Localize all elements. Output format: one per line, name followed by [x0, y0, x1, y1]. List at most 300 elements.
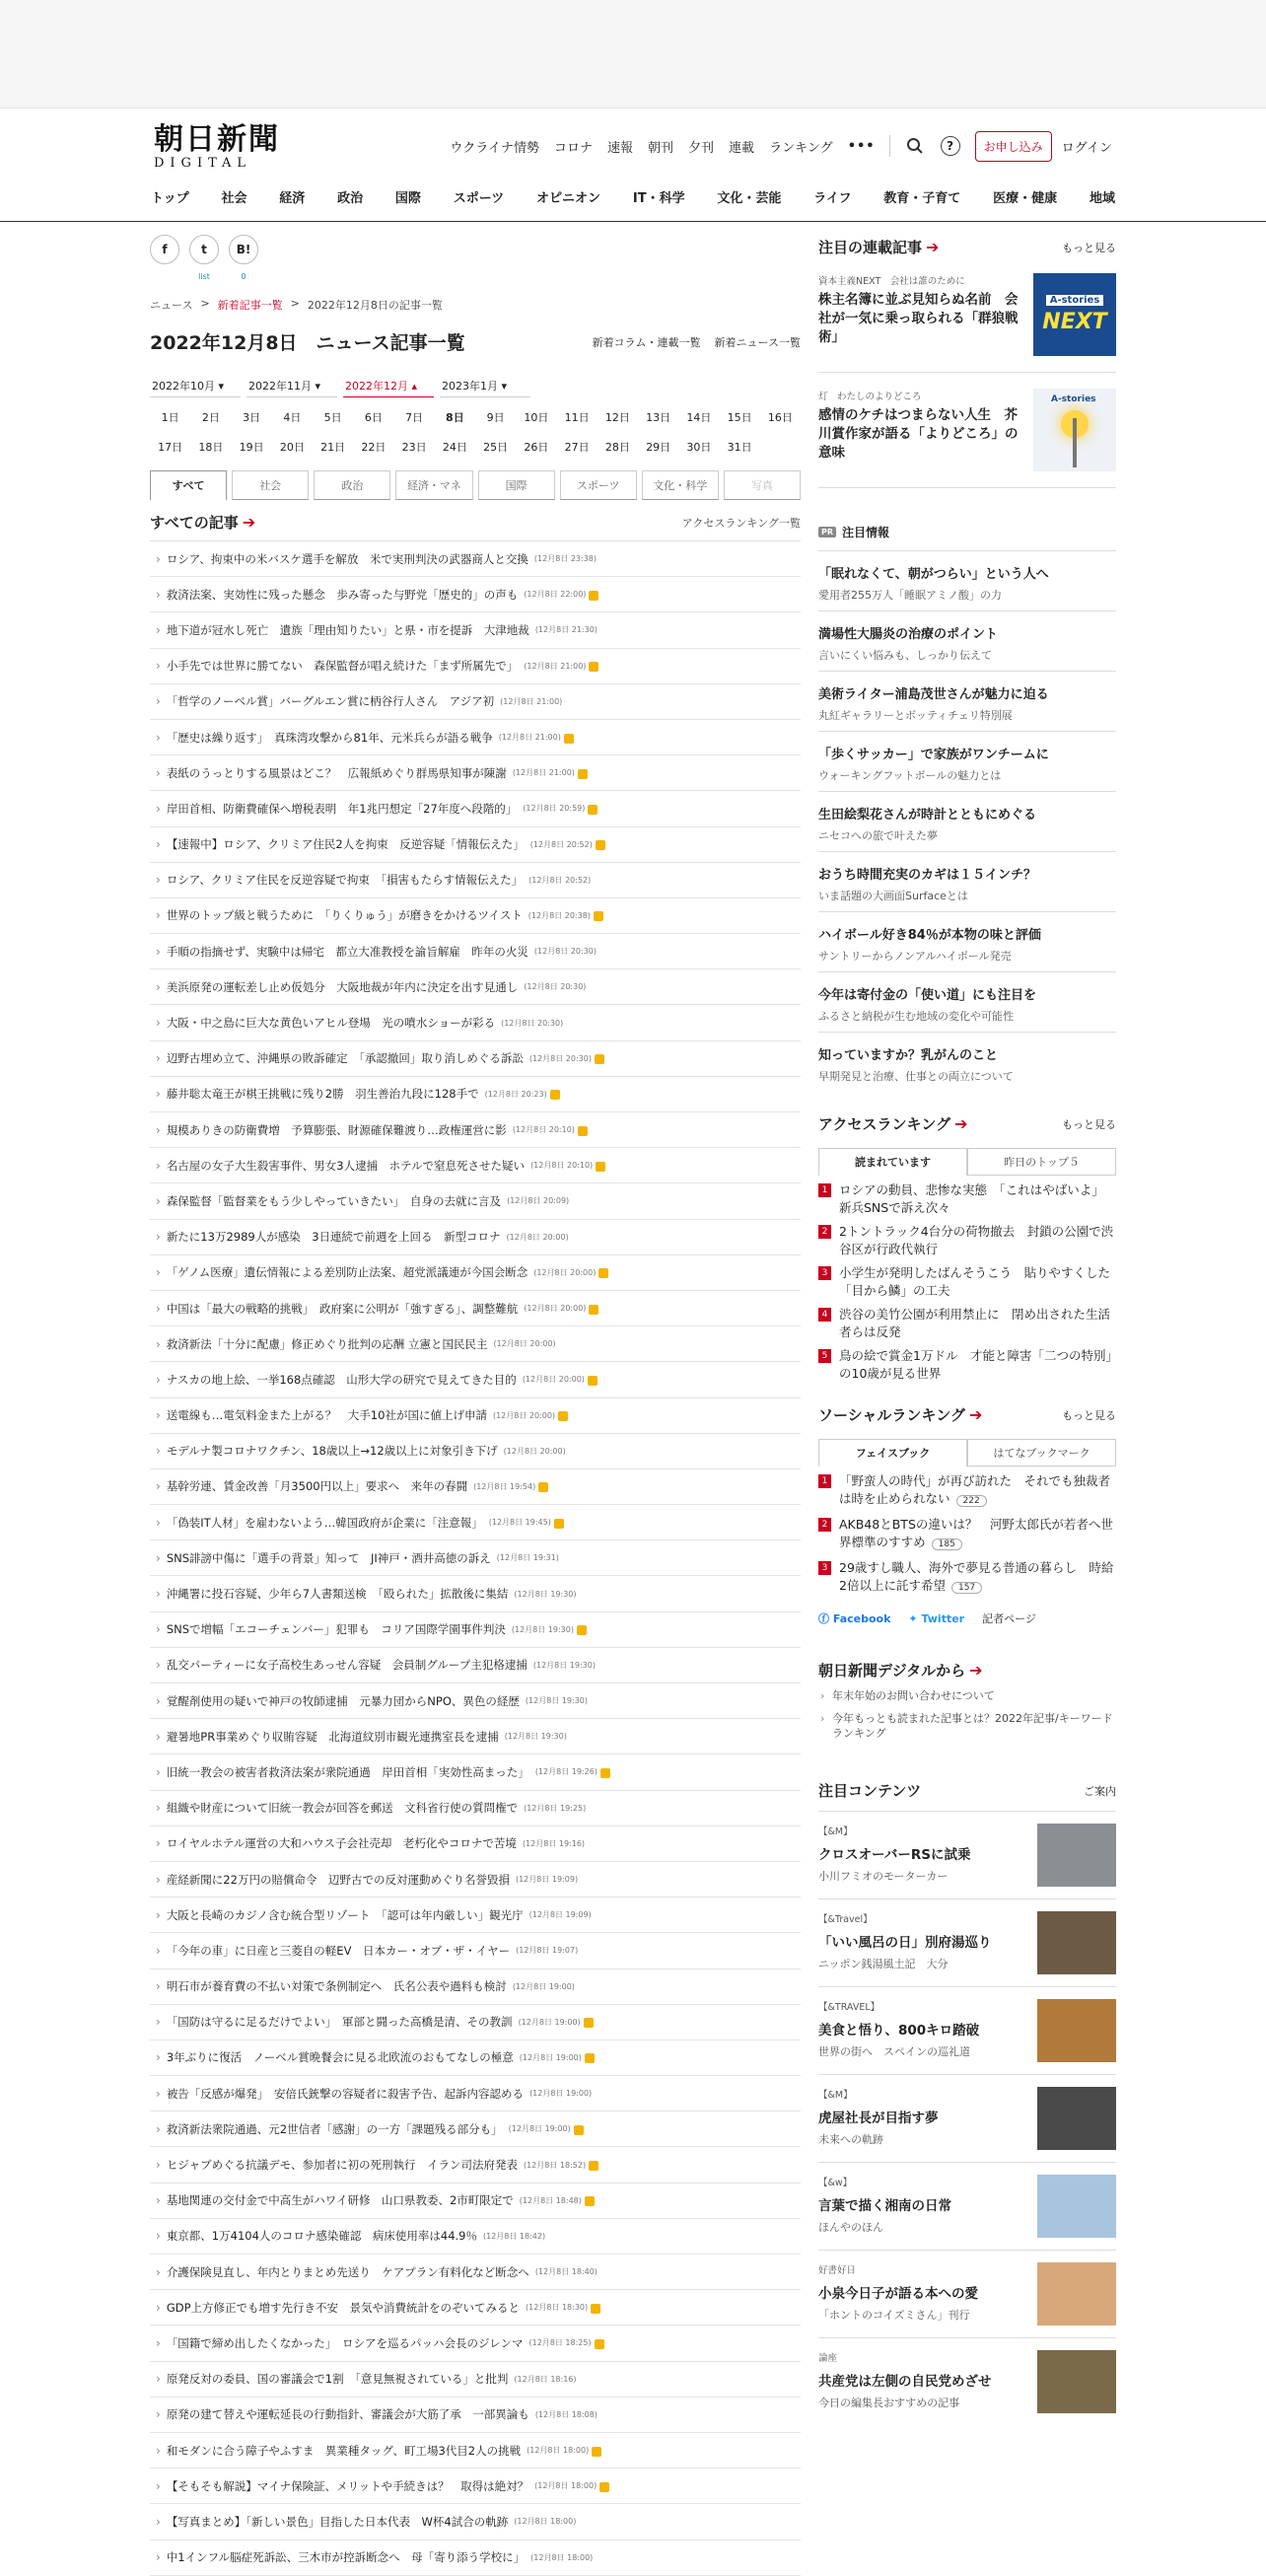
- article-title[interactable]: 中国は「最大の戦略的挑戦」 政府案に公明が「強すぎる」、調整難航: [166, 1301, 519, 1316]
- serial-item[interactable]: [818, 257, 1116, 373]
- month-label: 2022年12月: [345, 380, 408, 393]
- share-list-link[interactable]: list: [198, 272, 210, 281]
- article-title[interactable]: 被告「反感が爆発」 安倍氏銃撃の容疑者に殺害予告、起訴内容認める: [166, 2086, 525, 2101]
- article-row[interactable]: [150, 577, 801, 612]
- pr-item[interactable]: [818, 791, 1116, 851]
- article-title[interactable]: 「ゲノム医療」遺伝情報による差別防止法案、超党派議連が今国会断念: [166, 1265, 528, 1280]
- facebook-share-icon[interactable]: f: [150, 235, 179, 264]
- chevron-right-icon: ›: [156, 1479, 161, 1494]
- article-row[interactable]: [150, 2290, 801, 2326]
- digital-section: [818, 1660, 1116, 1741]
- article-row[interactable]: [150, 720, 801, 755]
- article-title[interactable]: 乱交パーティーに女子高校生あっせん容疑 会員制グループ主犯格逮捕: [166, 1658, 528, 1673]
- content-item[interactable]: [818, 1811, 1116, 1898]
- article-title[interactable]: 美浜原発の運転差し止め仮処分 大阪地裁が年内に決定を出す見通し: [166, 979, 519, 994]
- nav-politics[interactable]: 政治: [337, 191, 364, 206]
- more-menu-icon[interactable]: •••: [847, 138, 876, 154]
- article-title[interactable]: ロシア、クリミア住民を反逆容疑で拘束 「損害もたらす情報伝えた」: [166, 873, 524, 888]
- chevron-right-icon: ›: [156, 1836, 161, 1851]
- article-row[interactable]: [150, 2005, 801, 2040]
- day-link[interactable]: 26日: [524, 441, 549, 454]
- day-link[interactable]: 3日: [243, 411, 261, 424]
- day-link[interactable]: 20日: [279, 441, 305, 454]
- day-link[interactable]: 6日: [364, 411, 383, 424]
- month-2023-01[interactable]: 2023年1月 ▾: [440, 375, 530, 397]
- serial-headline: 感情のケチはつまらない人生 芥川賞作家が語る「よりどころ」の意味: [818, 407, 1019, 461]
- article-title[interactable]: 原発の建て替えや運転延長の行動指針、審議会が大筋了承 一部異論も: [166, 2407, 529, 2422]
- help-icon[interactable]: ?: [940, 135, 961, 157]
- article-title[interactable]: 救済法案、実効性に残った懸念 歩み寄った与野党「歴史的」の声も: [166, 587, 519, 602]
- day-link[interactable]: 30日: [686, 441, 712, 454]
- month-label: 2023年1月: [442, 380, 498, 393]
- nav-education[interactable]: 教育・子育て: [883, 191, 961, 206]
- day-link[interactable]: 12日: [604, 411, 630, 424]
- nav-life[interactable]: ライフ: [813, 191, 852, 206]
- article-title[interactable]: 旧統一教会の被害者救済法案が衆院通過 岸田首相「実効性高まった」: [166, 1764, 529, 1779]
- tab-category[interactable]: 文化・科学: [642, 470, 719, 500]
- article-title[interactable]: 新たに13万2989人が感染 3日連続で前週を上回る 新型コロナ: [166, 1230, 501, 1245]
- tab-category[interactable]: 国際: [478, 470, 555, 500]
- article-row[interactable]: [150, 1362, 801, 1397]
- article-row[interactable]: [150, 898, 801, 934]
- ranking-item[interactable]: [818, 1258, 1116, 1300]
- article-row[interactable]: [150, 755, 801, 791]
- content-text: [818, 2350, 1027, 2413]
- day-link[interactable]: 15日: [727, 411, 752, 424]
- article-title[interactable]: ヒジャブめぐる抗議デモ、参加者に初の死刑執行 イラン司法府発表: [166, 2158, 518, 2173]
- article-title[interactable]: 世界のトップ級と戦うために 「りくりゅう」が磨きをかけるツイスト: [166, 908, 523, 923]
- article-title[interactable]: 名古屋の女子大生殺害事件、男女3人逮捕 ホテルで窒息死させた疑い: [166, 1158, 526, 1173]
- chevron-right-icon: ›: [156, 551, 161, 566]
- day-link[interactable]: 4日: [283, 411, 302, 424]
- pr-item[interactable]: [818, 731, 1116, 791]
- article-title[interactable]: GDP上方修正でも増す先行き不安 景気や消費統計をのぞいてみると: [166, 2300, 521, 2315]
- search-icon[interactable]: [904, 135, 926, 157]
- tab-facebook[interactable]: フェイスブック: [818, 1439, 967, 1467]
- nav-economy[interactable]: 経済: [279, 191, 306, 206]
- article-row[interactable]: [150, 1754, 801, 1790]
- article-time: (12月8日 20:00): [506, 1232, 569, 1242]
- article-time: (12月8日 19:30): [532, 1660, 596, 1670]
- content-headline: 美食と悟り、800キロ踏破: [818, 2023, 980, 2039]
- twitter-link[interactable]: ✦ Twitter: [908, 1611, 965, 1625]
- day-link[interactable]: 22日: [361, 441, 387, 454]
- nav-health[interactable]: 医療・健康: [993, 191, 1058, 206]
- util-evening[interactable]: 夕刊: [688, 140, 715, 156]
- article-title[interactable]: 「今年の車」に日産と三菱自の軽EV 日本カー・オブ・ザ・イヤー: [166, 1943, 511, 1958]
- day-link[interactable]: 2日: [201, 411, 220, 424]
- article-title[interactable]: 「歴史は繰り返す」 真珠湾攻撃から81年、元米兵らが語る戦争: [166, 730, 493, 745]
- article-row[interactable]: [150, 934, 801, 969]
- util-morning[interactable]: 朝刊: [648, 140, 674, 156]
- tab-category[interactable]: 政治: [314, 470, 390, 500]
- social-more-link[interactable]: もっと見る: [1062, 1408, 1116, 1422]
- util-divider: [889, 135, 890, 157]
- day-link[interactable]: 8日: [446, 411, 464, 424]
- article-title[interactable]: 小手先では世界に勝てない 森保監督が唱え続けた「まず所属先で」: [166, 659, 519, 674]
- digital-link[interactable]: › 今年もっとも読まれた記事とは？2022年記事/キーワードランキング: [818, 1711, 1116, 1741]
- article-row[interactable]: [150, 2076, 801, 2111]
- subscribe-button[interactable]: お申し込み: [975, 131, 1052, 162]
- tab-hatena[interactable]: はてなブックマーク: [967, 1439, 1116, 1467]
- article-row[interactable]: [150, 1326, 801, 1362]
- util-ukraine[interactable]: ウクライナ情勢: [450, 140, 539, 156]
- article-row[interactable]: [150, 649, 801, 684]
- serial-title: 注目の連載記事: [818, 239, 923, 256]
- article-title[interactable]: 避暑地PR事業めぐり収賄容疑 北海道紋別市観光連携室長を逮捕: [166, 1729, 499, 1744]
- article-title[interactable]: SNS誹謗中傷に「選手の背景」知って JI神戸・酒井高徳の訴え: [166, 1550, 491, 1565]
- social-list: [818, 1467, 1116, 1597]
- article-row[interactable]: [150, 1220, 801, 1255]
- nav-sports[interactable]: スポーツ: [453, 191, 505, 206]
- article-title[interactable]: 組織や財産について旧統一教会が回答を郵送 文科省行使の質問権で: [166, 1801, 519, 1816]
- tab-category[interactable]: すべて: [150, 470, 227, 500]
- nav-society[interactable]: 社会: [221, 191, 247, 206]
- day-link[interactable]: 24日: [442, 441, 467, 454]
- article-title[interactable]: 東京都、1万4104人のコロナ感染確認 病床使用率は44.9％: [166, 2229, 477, 2244]
- article-row[interactable]: [150, 1826, 801, 1862]
- day-link[interactable]: 13日: [646, 411, 671, 424]
- article-title[interactable]: 【そもそも解説】マイナ保険証、メリットや手続きは？ 取得は絶対？: [166, 2478, 529, 2493]
- article-row[interactable]: [150, 1862, 801, 1897]
- chevron-right-icon: ›: [156, 2550, 161, 2565]
- page-title-row: [150, 328, 801, 355]
- article-title[interactable]: 【写真まとめ】「新しい景色」目指した日本代表 W杯4試合の軌跡: [166, 2514, 509, 2529]
- article-title[interactable]: 覚醒剤使用の疑いで神戸の牧師逮捕 元暴力団からNPO、異色の経歴: [166, 1693, 520, 1708]
- tab-category[interactable]: 経済・マネ: [395, 470, 472, 500]
- article-time: (12月8日 19:30): [511, 1624, 574, 1634]
- paid-lock-icon: [595, 1054, 604, 1064]
- article-row[interactable]: [150, 2147, 801, 2182]
- article-row[interactable]: [150, 612, 801, 648]
- article-row[interactable]: [150, 1719, 801, 1754]
- social-item[interactable]: [818, 1553, 1116, 1597]
- day-link[interactable]: 25日: [483, 441, 509, 454]
- article-row[interactable]: [150, 1648, 801, 1683]
- chevron-right-icon: ›: [156, 2229, 161, 2244]
- article-row[interactable]: [150, 2183, 801, 2219]
- article-row[interactable]: [150, 1612, 801, 1648]
- article-row[interactable]: [150, 2254, 801, 2290]
- article-row[interactable]: [150, 2469, 801, 2504]
- article-time: (12月8日 21:00): [500, 696, 563, 706]
- day-link[interactable]: 11日: [564, 411, 590, 424]
- content-sub: 「ホントのコイズミさん」刊行: [818, 2309, 970, 2322]
- paid-lock-icon: [538, 1482, 548, 1492]
- ranking-title: 渋谷の美竹公園が利用禁止に 閉め出された生活者らは反発: [839, 1307, 1111, 1339]
- pr-badge: PR: [818, 527, 836, 537]
- nav-culture[interactable]: 文化・芸能: [717, 191, 782, 206]
- new-columns-link[interactable]: 新着コラム・連載一覧: [592, 335, 701, 349]
- day-link[interactable]: 28日: [604, 441, 630, 454]
- article-title[interactable]: 「偽装IT人材」を雇わないよう…韓国政府が企業に「注意報」: [166, 1515, 483, 1530]
- article-title[interactable]: ロイヤルホテル運営の大和ハウス子会社売却 老朽化やコロナで苦境: [166, 1836, 517, 1851]
- article-row[interactable]: [150, 1469, 801, 1505]
- article-title[interactable]: SNSで増幅「エコーチェンバー」犯罪も コリア国際学園事件判決: [166, 1622, 506, 1637]
- day-link[interactable]: 14日: [686, 411, 712, 424]
- article-title[interactable]: 森保監督「監督業をもう少しやっていきたい」 自身の去就に言及: [166, 1193, 502, 1208]
- day-link[interactable]: 29日: [646, 441, 671, 454]
- share-count: 222: [956, 1495, 987, 1507]
- article-title[interactable]: 藤井聡太竜王が棋王挑戦に残り2勝 羽生善治九段に128手で: [166, 1087, 479, 1102]
- article-title[interactable]: 大阪と長崎のカジノ含む統合型リゾート 「認可は年内厳しい」観光庁: [166, 1907, 524, 1922]
- article-row[interactable]: [150, 2111, 801, 2147]
- day-link[interactable]: 9日: [486, 411, 505, 424]
- article-time: (12月8日 20:10): [512, 1125, 575, 1135]
- article-row[interactable]: [150, 1112, 801, 1148]
- article-title[interactable]: 介護保険見直し、年内とりまとめ先送り ケアプラン有料化など断念へ: [166, 2264, 529, 2279]
- ranking-more-link[interactable]: もっと見る: [1062, 1117, 1116, 1131]
- paid-lock-icon: [591, 2304, 600, 2314]
- month-2022-10[interactable]: 2022年10月 ▾: [150, 375, 241, 397]
- article-row[interactable]: [150, 2504, 801, 2540]
- day-link[interactable]: 18日: [198, 441, 224, 454]
- nav-region[interactable]: 地域: [1089, 191, 1115, 206]
- article-row[interactable]: [150, 827, 801, 863]
- article-row[interactable]: [150, 2362, 801, 2397]
- article-title[interactable]: 規模ありきの防衛費増 予算膨張、財源確保難渡り…政権運営に影: [166, 1122, 507, 1137]
- article-row[interactable]: [150, 2433, 801, 2469]
- article-title[interactable]: 手順の指摘せず、実験中は帰宅 都立大准教授を諭旨解雇 昨年の火災: [166, 944, 528, 959]
- day-link[interactable]: 27日: [564, 441, 590, 454]
- pr-item[interactable]: [818, 610, 1116, 671]
- article-row[interactable]: [150, 1077, 801, 1112]
- social-item[interactable]: [818, 1510, 1116, 1553]
- rank-number: 1: [818, 1183, 831, 1197]
- article-title[interactable]: 和モダンに合う障子やふすま 異業種タッグ、町工場3代目2人の挑戦: [166, 2443, 522, 2458]
- day-link[interactable]: 17日: [158, 441, 183, 454]
- tab-category[interactable]: 社会: [232, 470, 309, 500]
- content-sub: 今日の編集長おすすめの記事: [818, 2397, 960, 2409]
- breadcrumb-new-articles[interactable]: 新着記事一覧: [217, 299, 283, 312]
- paid-lock-icon: [554, 1519, 564, 1529]
- content-item[interactable]: [818, 1898, 1116, 1986]
- arrow-right-icon: ➔: [968, 1405, 983, 1424]
- util-corona[interactable]: コロナ: [553, 140, 593, 156]
- article-row[interactable]: [150, 1791, 801, 1826]
- article-row[interactable]: [150, 1969, 801, 2005]
- tab-most-read[interactable]: 読まれています: [818, 1148, 967, 1176]
- contents-info-link[interactable]: ご案内: [1084, 1784, 1116, 1798]
- article-time: (12月8日 18:40): [534, 2267, 598, 2277]
- chevron-right-icon: ›: [156, 587, 161, 602]
- day-link[interactable]: 10日: [524, 411, 549, 424]
- article-row[interactable]: [150, 2326, 801, 2361]
- breadcrumb-news[interactable]: ニュース: [150, 299, 193, 312]
- ranking-item[interactable]: [818, 1176, 1116, 1217]
- paid-lock-icon: [550, 1090, 560, 1100]
- content-tag: 論座: [818, 2353, 838, 2364]
- content-tag: 好書好日: [818, 2265, 857, 2276]
- ranking-item[interactable]: [818, 1341, 1116, 1383]
- content-sub: 世界の街へ スペインの巡礼道: [818, 2045, 970, 2058]
- article-row[interactable]: [150, 2540, 801, 2576]
- article-title[interactable]: 「哲学のノーベル賞」バーグルエン賞に柄谷行人さん アジア初: [166, 694, 495, 709]
- facebook-label: Facebook: [832, 1612, 891, 1625]
- article-row[interactable]: [150, 1505, 801, 1540]
- pr-item[interactable]: [818, 911, 1116, 971]
- content-thumbnail: [1037, 1999, 1116, 2062]
- article-title[interactable]: ナスカの地上絵、一挙168点確認 山形大学の研究で見えてきた目的: [166, 1372, 517, 1387]
- day-link[interactable]: 31日: [727, 441, 752, 454]
- article-time: (12月8日 18:48): [519, 2195, 582, 2205]
- article-row[interactable]: [150, 1148, 801, 1183]
- content-item[interactable]: [818, 2074, 1116, 2162]
- month-2022-11[interactable]: 2022年11月 ▾: [246, 375, 337, 397]
- day-link[interactable]: 5日: [323, 411, 342, 424]
- serial-tag: 資本主義NEXT 会社は誰のために: [818, 276, 965, 287]
- pr-item[interactable]: [818, 971, 1116, 1032]
- tab-category[interactable]: スポーツ: [560, 470, 637, 500]
- pr-item[interactable]: [818, 671, 1116, 731]
- article-title[interactable]: ロシア、拘束中の米バスケ選手を解放 米で実刑判決の武器商人と交換: [166, 551, 528, 566]
- article-row[interactable]: [150, 1933, 801, 1968]
- article-time: (12月8日 20:10): [530, 1161, 594, 1171]
- pr-headline: 知っていますか？乳がんのこと: [818, 1048, 999, 1063]
- article-title[interactable]: 地下道が冠水し死亡 遺族「理由知りたい」と県・市を提訴 大津地裁: [166, 622, 529, 637]
- day-link[interactable]: 7日: [405, 411, 424, 424]
- article-title[interactable]: 沖縄署に投石容疑、少年ら7人書類送検 「殴られた」拡散後に集結: [166, 1587, 509, 1602]
- article-row[interactable]: [150, 541, 801, 577]
- article-title[interactable]: 中1インフル脳症死訴訟、三木市が控訴断念へ 母「寄り添う学校に」: [166, 2550, 526, 2565]
- chevron-right-icon: ›: [156, 1016, 161, 1031]
- new-news-link[interactable]: 新着ニュース一覧: [714, 335, 801, 349]
- article-row[interactable]: [150, 969, 801, 1005]
- breadcrumb-sep-icon: >: [200, 297, 210, 310]
- twitter-share-icon[interactable]: t: [189, 235, 219, 264]
- article-row[interactable]: [150, 1576, 801, 1611]
- article-row[interactable]: [150, 1897, 801, 1933]
- article-row[interactable]: [150, 1398, 801, 1434]
- article-row[interactable]: [150, 2219, 801, 2254]
- article-title[interactable]: 基幹労連、賃金改善「月3500円以上」要求へ 来年の春闘: [166, 1479, 468, 1494]
- article-row[interactable]: [150, 1683, 801, 1719]
- article-time: (12月8日 18:25): [528, 2338, 592, 2348]
- article-title[interactable]: 大阪・中之島に巨大な黄色いアヒル登場 光の噴水ショーが彩る: [166, 1016, 496, 1031]
- article-time: (12月8日 19:09): [515, 1875, 579, 1885]
- article-title[interactable]: 明石市が養育費の不払い対策で条例制定へ 氏名公表や過料も検討: [166, 1979, 507, 1994]
- breadcrumb-sep-icon: >: [290, 297, 300, 310]
- article-row[interactable]: [150, 1183, 801, 1219]
- article-row[interactable]: [150, 2397, 801, 2433]
- util-breaking[interactable]: 速報: [607, 140, 634, 156]
- article-time: (12月8日 19:00): [519, 2052, 582, 2062]
- article-time: (12月8日 20:00): [492, 1410, 556, 1420]
- article-row[interactable]: [150, 684, 801, 720]
- content-tag: 【&w】: [818, 2178, 853, 2188]
- ranking-item[interactable]: [818, 1300, 1116, 1341]
- article-time: (12月8日 20:30): [524, 982, 587, 992]
- ranking-list: [818, 1176, 1116, 1383]
- article-title[interactable]: 救済新法衆院通過、元2世信者「感謝」の一方「課題残る部分も」: [166, 2121, 503, 2136]
- pr-item[interactable]: [818, 851, 1116, 911]
- article-title[interactable]: 基地関連の交付金で中高生がハワイ研修 山口県教委、2市町限定で: [166, 2193, 514, 2208]
- article-title[interactable]: 【速報中】ロシア、クリミア住民2人を拘束 反逆容疑「情報伝えた」: [166, 837, 525, 852]
- login-link[interactable]: ログイン: [1061, 140, 1112, 156]
- logo-main: 朝日新聞: [154, 122, 280, 157]
- content-item[interactable]: [818, 2337, 1116, 2425]
- pr-headline: 今年は寄付金の「使い道」にも注目を: [818, 988, 1037, 1003]
- day-link[interactable]: 23日: [401, 441, 427, 454]
- month-label: 2022年11月: [248, 380, 312, 393]
- article-time: (12月8日 20:30): [533, 947, 597, 957]
- access-ranking-link[interactable]: アクセスランキング一覧: [681, 516, 801, 530]
- day-link[interactable]: 16日: [767, 411, 793, 424]
- content-item[interactable]: [818, 1986, 1116, 2074]
- article-title[interactable]: 原発反対の委員、国の審議会で1割 「意見無視されている」と批判: [166, 2372, 509, 2387]
- content-item[interactable]: [818, 2250, 1116, 2337]
- day-link[interactable]: 21日: [320, 441, 346, 454]
- article-time: (12月8日 20:52): [529, 839, 593, 849]
- article-row[interactable]: [150, 1540, 801, 1576]
- article-row[interactable]: [150, 2040, 801, 2076]
- article-title[interactable]: 産経新聞に22万円の賠償命令 辺野古での反対運動めぐり名誉毀損: [166, 1872, 510, 1887]
- article-title[interactable]: 岸田首相、防衛費確保へ増税表明 年1兆円想定「27年度へ段階的」: [166, 801, 518, 816]
- paid-lock-icon: [589, 2161, 598, 2171]
- pr-headline: 「歩くサッカー」で家族がワンチームに: [818, 748, 1049, 762]
- social-item[interactable]: [818, 1467, 1116, 1510]
- article-title[interactable]: 3年ぶりに復活 ノーベル賞晩餐会に見る北欧流のおもてなしの極意: [166, 2050, 514, 2065]
- article-row[interactable]: [150, 1255, 801, 1291]
- article-row[interactable]: [150, 1005, 801, 1040]
- article-title[interactable]: 送電線も…電気料金また上がる？ 大手10社が国に値上げ申請: [166, 1408, 487, 1423]
- month-2022-12[interactable]: 2022年12月 ▴: [343, 375, 434, 397]
- tab-category[interactable]: 写真: [724, 470, 801, 500]
- article-row[interactable]: [150, 863, 801, 898]
- nav-top[interactable]: トップ: [151, 191, 189, 206]
- article-title[interactable]: 「国籍で締め出したくなかった」 ロシアを巡るパッハ会長のジレンマ: [166, 2335, 524, 2350]
- reporter-page-link[interactable]: 記者ページ: [982, 1612, 1036, 1625]
- ranking-item[interactable]: [818, 1217, 1116, 1258]
- article-title[interactable]: 表紙のうっとりする風景はどこ？ 広報紙めぐり群馬県知事が陳謝: [166, 765, 507, 780]
- day-link[interactable]: 19日: [239, 441, 264, 454]
- digital-link[interactable]: › 年末年始のお問い合わせについて: [818, 1688, 1116, 1703]
- pr-sub: 早期発見と治療、仕事との両立について: [818, 1070, 1014, 1083]
- chevron-right-icon: ›: [156, 730, 161, 745]
- nav-international[interactable]: 国際: [394, 191, 421, 206]
- pr-item[interactable]: [818, 550, 1116, 610]
- facebook-link[interactable]: ⓕ Facebook: [818, 1612, 891, 1625]
- pr-item[interactable]: [818, 1032, 1116, 1092]
- util-serial[interactable]: 連載: [729, 140, 755, 156]
- article-title[interactable]: 救済新法「十分に配慮」修正めぐり批判の応酬 立憲と国民民主: [166, 1336, 488, 1351]
- nav-opinion[interactable]: オピニオン: [536, 191, 601, 206]
- article-time: (12月8日 20:00): [533, 1267, 597, 1277]
- day-link[interactable]: 1日: [161, 411, 179, 424]
- article-row[interactable]: [150, 791, 801, 826]
- nav-it-science[interactable]: IT・科学: [632, 191, 685, 206]
- site-logo[interactable]: [154, 122, 282, 171]
- util-ranking[interactable]: ランキング: [769, 140, 833, 156]
- serial-item[interactable]: [818, 373, 1116, 488]
- article-row[interactable]: [150, 1041, 801, 1077]
- article-title[interactable]: 辺野古埋め立て、沖縄県の敗訴確定 「承認撤回」取り消しめぐる訴訟: [166, 1051, 524, 1066]
- pr-headline: 「眠れなくて、朝がつらい」という人へ: [818, 567, 1049, 582]
- contents-header: [818, 1780, 1116, 1811]
- tab-yesterday-top5[interactable]: 昨日のトップ５: [967, 1148, 1116, 1176]
- hatena-bookmark-icon[interactable]: B!: [229, 235, 258, 264]
- article-title[interactable]: 「国防は守るに足るだけでよい」 軍部と闘った高橋是清、その教訓: [166, 2015, 513, 2030]
- content-item[interactable]: [818, 2162, 1116, 2250]
- pr-headline: 満場性大腸炎の治療のポイント: [818, 627, 999, 642]
- content-headline: 虎屋社長が目指す夢: [818, 2111, 939, 2126]
- serial-more-link[interactable]: もっと見る: [1062, 241, 1116, 254]
- article-title[interactable]: モデルナ製コロナワクチン、18歳以上→12歳以上に対象引き下げ: [166, 1444, 498, 1459]
- article-row[interactable]: [150, 1291, 801, 1326]
- article-row[interactable]: [150, 1434, 801, 1469]
- chevron-right-icon: ›: [156, 2372, 161, 2387]
- chevron-right-icon: ›: [156, 2193, 161, 2208]
